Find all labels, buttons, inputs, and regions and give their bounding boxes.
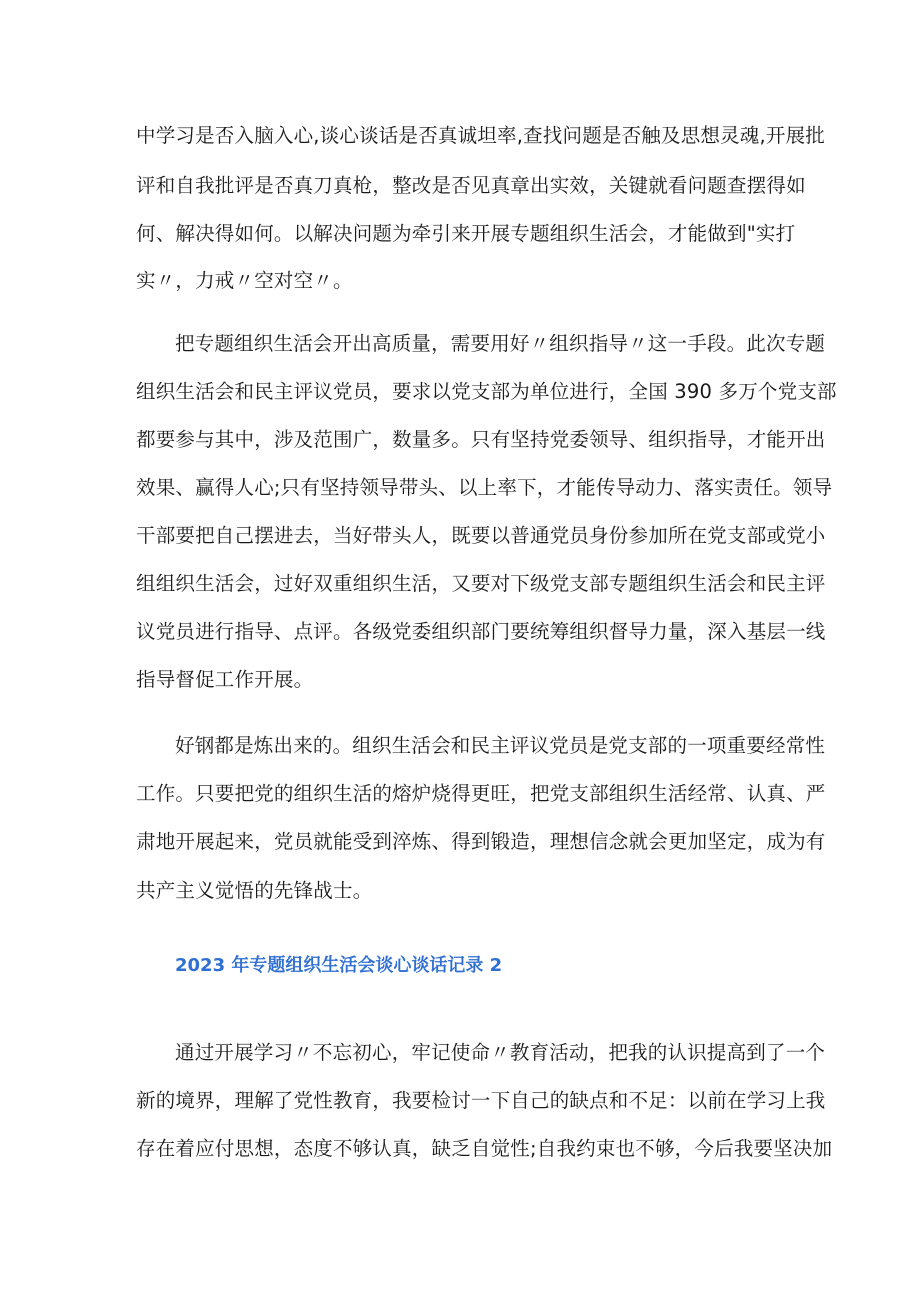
paragraph-4-line-1: 通过开展学习〃不忘初心，牢记使命〃教育活动，把我的认识提高到了一个 (175, 1041, 826, 1064)
paragraph-2-line-6: 组组织生活会，过好双重组织生活，又要对下级党支部专题组织生活会和民主评 (136, 572, 826, 595)
paragraph-4-line-2: 新的境界，理解了党性教育，我要检讨一下自己的缺点和不足：以前在学习上我 (136, 1089, 826, 1112)
paragraph-2-line-8: 指导督促工作开展。 (136, 668, 314, 691)
paragraph-3-line-2: 工作。只要把党的组织生活的熔炉烧得更旺，把党支部组织生活经常、认真、严 (136, 782, 826, 805)
paragraph-3-line-3: 肃地开展起来，党员就能受到淬炼、得到锻造，理想信念就会更加坚定，成为有 (136, 830, 826, 853)
paragraph-2-line-1: 把专题组织生活会开出高质量，需要用好〃组织指导〃这一手段。此次专题 (175, 332, 826, 355)
paragraph-3-line-1: 好钢都是炼出来的。组织生活会和民主评议党员是党支部的一项重要经常性 (175, 734, 826, 757)
paragraph-2-line-4: 效果、赢得人心;只有坚持领导带头、以上率下，才能传导动力、落实责任。领导 (136, 476, 833, 499)
section-heading: 2023 年专题组织生活会谈心谈话记录 2 (175, 955, 503, 976)
paragraph-2-line-2: 组织生活会和民主评议党员，要求以党支部为单位进行，全国 390 多万个党支部 (136, 380, 837, 403)
paragraph-2-line-7: 议党员进行指导、点评。各级党委组织部门要统筹组织督导力量，深入基层一线 (136, 620, 826, 643)
paragraph-4-line-3: 存在着应付思想，态度不够认真，缺乏自觉性;自我约束也不够，今后我要坚决加 (136, 1137, 833, 1160)
paragraph-1-line-3: 何、解决得如何。以解决问题为牵引来开展专题组织生活会，才能做到"实打 (136, 222, 796, 245)
paragraph-2-line-5: 干部要把自己摆进去，当好带头人，既要以普通党员身份参加所在党支部或党小 (136, 524, 826, 547)
paragraph-3-line-4: 共产主义觉悟的先锋战士。 (136, 879, 373, 902)
paragraph-2-line-3: 都要参与其中，涉及范围广，数量多。只有坚持党委领导、组织指导，才能开出 (136, 428, 826, 451)
paragraph-1-line-2: 评和自我批评是否真刀真枪，整改是否见真章出实效，关键就看问题查摆得如 (136, 174, 806, 197)
paragraph-1-line-4: 实〃，力戒〃空对空〃。 (136, 269, 353, 292)
paragraph-1-line-1: 中学习是否入脑入心,谈心谈话是否真诚坦率,查找问题是否触及思想灵魂,开展批 (136, 124, 825, 147)
